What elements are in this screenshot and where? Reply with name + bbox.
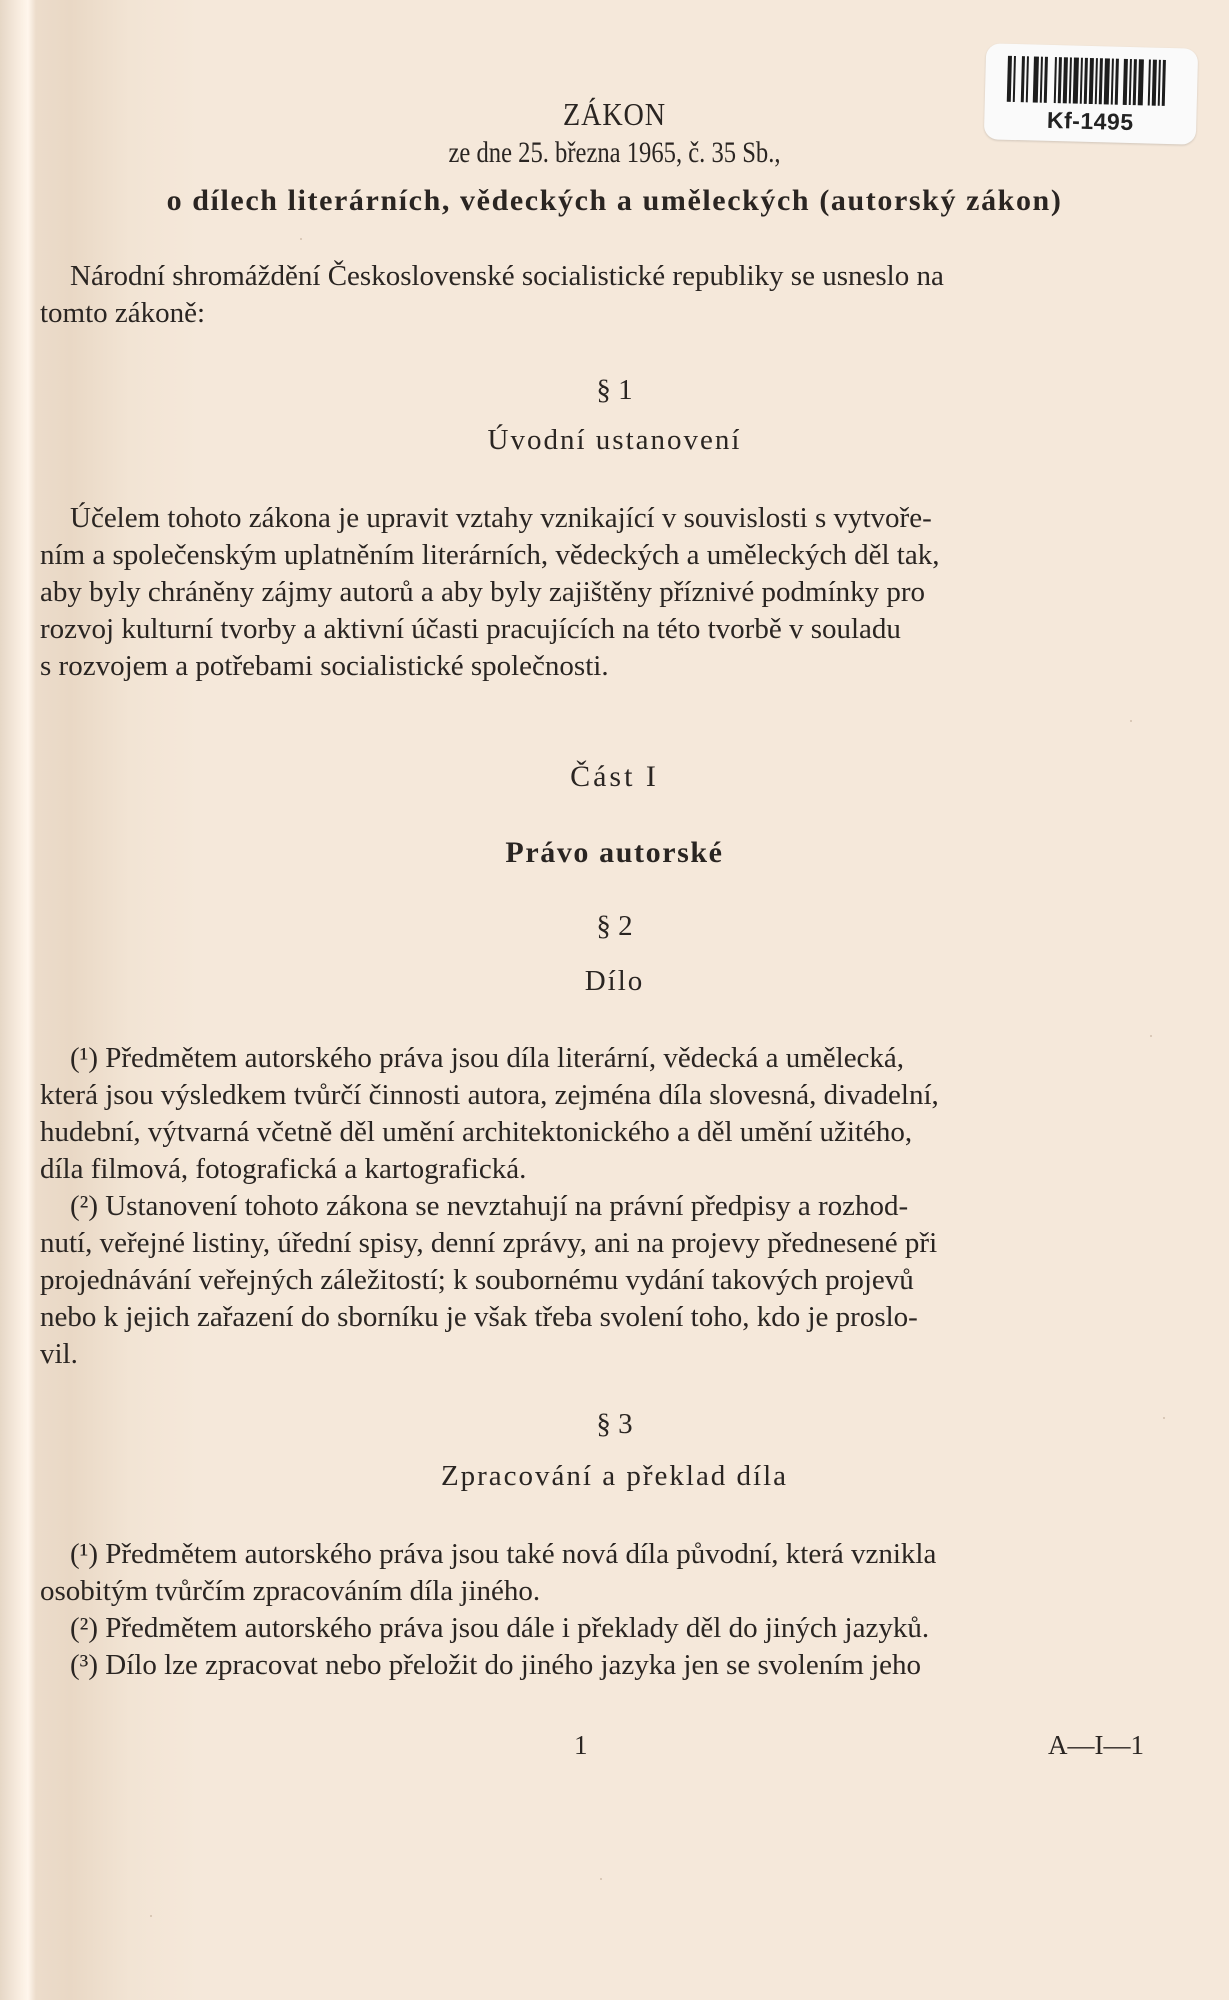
paragraph-marker: (¹) xyxy=(70,1538,99,1570)
preamble-line: Národní shromáždění Československé socialistické republiky se usneslo na xyxy=(70,260,944,292)
page-number: 1 xyxy=(574,1730,588,1760)
section-2-title: Dílo xyxy=(584,965,645,997)
section-3-number: § 3 xyxy=(596,1408,633,1440)
section-1-body xyxy=(40,500,1140,685)
paper-speck xyxy=(300,238,302,240)
paragraph-line: hudební, výtvarná včetně děl umění architektonického a děl umění užitého, xyxy=(40,1116,913,1148)
paragraph-line: projednávání veřejných záležitostí; k soubornému vydání takových projevů xyxy=(40,1264,914,1296)
section-2-paragraph-2 xyxy=(40,1188,1140,1373)
part-label: Část I xyxy=(570,760,659,793)
section-1-line: ním a společenským uplatněním literárních, vědeckých a uměleckých děl tak, xyxy=(40,539,940,571)
section-3-paragraph-1 xyxy=(40,1536,1140,1684)
paragraph-line: vil. xyxy=(40,1338,78,1370)
section-2-paragraph-1 xyxy=(40,1040,1140,1188)
paragraph-marker: (³) xyxy=(70,1649,99,1681)
section-2-number: § 2 xyxy=(596,910,633,942)
paragraph-line: Dílo lze zpracovat nebo přeložit do jiného jazyka jen se svolením jeho xyxy=(105,1649,922,1681)
paragraph-marker: (²) xyxy=(70,1612,99,1644)
preamble-line: tomto zákoně: xyxy=(40,297,206,329)
paper-speck xyxy=(150,1915,152,1917)
paper-speck xyxy=(1150,1035,1152,1037)
paper-speck xyxy=(1130,720,1132,722)
section-1-number: § 1 xyxy=(596,374,633,406)
section-1-title: Úvodní ustanovení xyxy=(487,424,742,456)
paragraph-line: Předmětem autorského práva jsou také nová díla původní, která vznikla xyxy=(105,1538,937,1570)
preamble xyxy=(40,258,1140,332)
document-title: ZÁKON xyxy=(563,96,666,132)
paragraph-marker: (¹) xyxy=(70,1042,99,1074)
paragraph-line: Předmětem autorského práva jsou dále i překlady děl do jiných jazyků. xyxy=(105,1612,930,1644)
section-1-line: aby byly chráněny zájmy autorů a aby byly zajištěny příznivé podmínky pro xyxy=(40,576,926,608)
section-1-line: s rozvojem a potřebami socialistické společnosti. xyxy=(40,650,609,682)
library-code: Kf-1495 xyxy=(1046,106,1134,136)
section-1-line: Účelem tohoto zákona je upravit vztahy vznikající v souvislosti s vytvoře- xyxy=(70,502,932,534)
paragraph-line: Ustanovení tohoto zákona se nevztahují na právní předpisy a rozhod- xyxy=(105,1190,909,1222)
section-3-title: Zpracování a překlad díla xyxy=(440,1460,789,1492)
paragraph-line: díla filmová, fotografická a kartografická. xyxy=(40,1153,527,1185)
paragraph-line: osobitým tvůrčím zpracováním díla jiného. xyxy=(40,1575,541,1607)
paper-speck xyxy=(600,1878,602,1880)
page-reference: A—I—1 xyxy=(1048,1730,1144,1760)
part-title: Právo autorské xyxy=(505,836,724,869)
document-date-line: ze dne 25. března 1965, č. 35 Sb., xyxy=(448,136,781,169)
paragraph-line: Předmětem autorského práva jsou díla literární, vědecká a umělecká, xyxy=(105,1042,905,1074)
paragraph-line: která jsou výsledkem tvůrčí činnosti autora, zejména díla slovesná, divadelní, xyxy=(40,1079,939,1111)
paragraph-line: nutí, veřejné listiny, úřední spisy, denní zprávy, ani na projevy přednesené při xyxy=(40,1227,938,1259)
section-1-line: rozvoj kulturní tvorby a aktivní účasti pracujících na této tvorbě v souladu xyxy=(40,613,901,645)
paragraph-marker: (²) xyxy=(70,1190,99,1222)
paragraph-line: nebo k jejich zařazení do sborníku je však třeba svolení toho, kdo je proslo- xyxy=(40,1301,918,1333)
document-subject: o dílech literárních, vědeckých a uměleckých (autorský zákon) xyxy=(166,184,1063,217)
